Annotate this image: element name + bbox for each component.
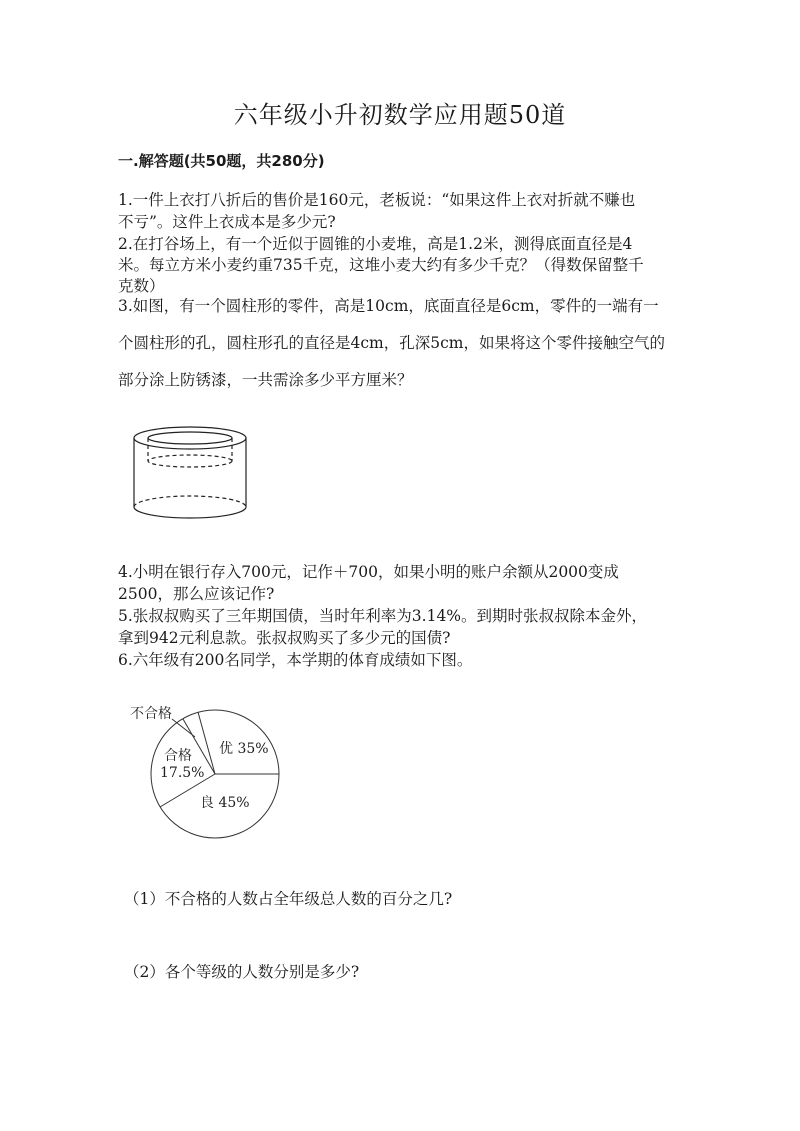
pie-label-pass-pct: 17.5% <box>160 765 205 781</box>
cylinder-diagram <box>120 420 260 530</box>
pie-label-pass-name: 合格 <box>164 748 192 764</box>
cylinder-top-outer <box>134 427 246 449</box>
question-2-line-1: 2.在打谷场上，有一个近似于圆锥的小麦堆，高是1.2米，测得底面直径是4 <box>118 235 633 253</box>
question-6-sub-2: （2）各个等级的人数分别是多少? <box>124 963 360 981</box>
section-header: 一.解答题(共50题，共280分) <box>118 152 325 170</box>
question-1-line-2: 不亏”。这件上衣成本是多少元? <box>118 213 336 231</box>
question-3-line-2: 个圆柱形的孔，圆柱形孔的直径是4cm，孔深5cm，如果将这个零件接触空气的 <box>118 334 665 352</box>
hole-bottom <box>148 455 232 467</box>
hole-top <box>148 432 232 444</box>
question-3-line-3: 部分涂上防锈漆，一共需涂多少平方厘米？ <box>118 371 413 389</box>
question-5-line-1: 5.张叔叔购买了三年期国债，当时年利率为3.14%。到期时张叔叔除本金外， <box>118 607 648 625</box>
cylinder-bottom-front <box>134 507 246 518</box>
pie-label-fail: 不合格 <box>130 706 172 722</box>
pie-label-good: 良 45% <box>200 795 250 811</box>
pie-chart <box>120 695 300 845</box>
cylinder-bottom-back <box>134 496 246 507</box>
pie-label-excellent: 优 35% <box>219 741 269 757</box>
page-title: 六年级小升初数学应用题50道 <box>233 101 567 129</box>
question-2-line-2: 米。每立方米小麦约重735千克，这堆小麦大约有多少千克？（得数保留整千 <box>118 256 644 274</box>
question-4-line-2: 2500，那么应该记作? <box>118 585 275 603</box>
question-2-line-3: 克数） <box>118 277 165 295</box>
question-5-line-2: 拿到942元利息款。张叔叔购买了多少元的国债? <box>118 629 451 647</box>
question-4-line-1: 4.小明在银行存入700元，记作＋700，如果小明的账户余额从2000变成 <box>118 563 619 581</box>
question-3-line-1: 3.如图，有一个圆柱形的零件，高是10cm，底面直径是6cm，零件的一端有一 <box>118 297 659 315</box>
fail-leader-line <box>172 719 195 737</box>
question-6-line-1: 6.六年级有200名同学，本学期的体育成绩如下图。 <box>118 651 473 669</box>
question-6-sub-1: （1）不合格的人数占全年级总人数的百分之几? <box>124 890 453 908</box>
question-1-line-1: 1.一件上衣打八折后的售价是160元，老板说：“如果这件上衣对折就不赚也 <box>118 191 636 209</box>
